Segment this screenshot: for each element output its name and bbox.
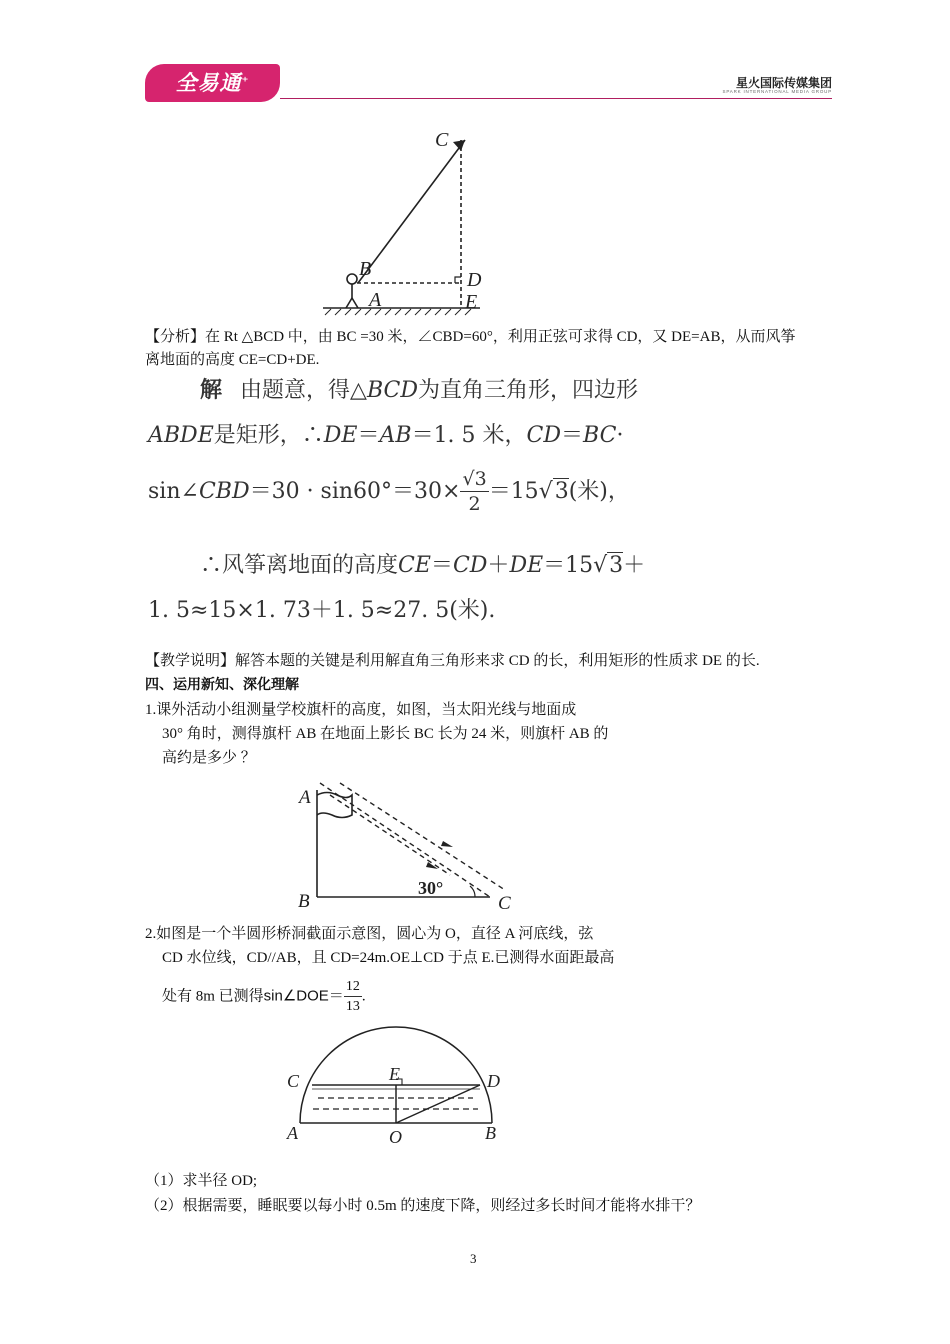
label-B: B [298, 891, 310, 912]
solution-line-3: sin∠CBD＝30 · sin60°＝30× $\frac{√3}{2}$ ＝15√3(米)， [148, 468, 630, 515]
analysis-line-1: 【分析】在 Rt △BCD 中，由 BC =30 米，∠CBD=60°，利用正弦可求得 CD，又 DE=AB，从而风筝 [145, 329, 796, 345]
label-A: A [299, 787, 311, 808]
q2-line-3: 处有 8m 已测得sin∠DOE＝ $\frac{12}{13}$ . [162, 979, 366, 1014]
page-number: 3 [470, 1251, 477, 1266]
logo-text: 全易通 [175, 71, 242, 95]
flagpole-figure [290, 775, 525, 915]
label-D: D [467, 269, 482, 291]
angle-label: 30° [418, 878, 444, 898]
label-O: O [389, 1127, 402, 1147]
label-A: A [369, 289, 382, 311]
brand-name: 星火国际传媒集团 [735, 76, 832, 90]
sun-ray-1 [320, 783, 490, 897]
sun-ray-3 [330, 795, 450, 875]
header-rule [280, 98, 832, 99]
solution-line-1: 解 由题意，得△BCD为直角三角形，四边形 [200, 377, 638, 403]
solution-line-5: 1. 5≈15×1. 73＋1. 5≈27. 5(米). [148, 598, 496, 623]
kite-figure [315, 118, 495, 323]
q1-line-1: 1.课外活动小组测量学校旗杆的高度，如图，当太阳光线与地面成 [145, 702, 577, 718]
label-E: E [465, 291, 478, 313]
label-D: D [487, 1071, 500, 1091]
q2-line-2: CD 水位线，CD//AB，且 CD=24m.OE⊥CD 于点 E.已测得水面距最高 [162, 950, 615, 966]
label-A: A [287, 1123, 298, 1143]
q2-sub-1: （1）求半径 OD; [145, 1173, 258, 1189]
q2-sub-2: （2）根据需要，睡眠要以每小时 0.5m 的速度下降，则经过多长时间才能将水排干？ [145, 1198, 701, 1214]
label-E: E [389, 1064, 400, 1084]
bridge-figure [283, 1025, 513, 1150]
q1-line-2: 30° 角时，测得旗杆 AB 在地面上影长 BC 长为 24 米，则旗杆 AB 的 [162, 726, 609, 742]
solution-line-2: ABDE是矩形，∴DE＝AB＝1. 5 米，CD＝BC· [148, 423, 624, 448]
logo: 全易通⁺ [145, 64, 280, 102]
sun-ray-2 [340, 783, 505, 890]
analysis-line-2: 离地面的高度 CE=CD+DE. [145, 352, 320, 368]
segment-OD [396, 1085, 480, 1123]
label-B: B [359, 258, 372, 280]
person-head [347, 274, 357, 284]
teaching-note: 【教学说明】解答本题的关键是利用解直角三角形来求 CD 的长，利用矩形的性质求 DE 的长. [145, 653, 760, 669]
solution-line-4: ∴风筝离地面的高度CE＝CD＋DE＝15√3＋ [200, 553, 646, 578]
section-title: 四、运用新知、深化理解 [145, 677, 299, 693]
label-B: B [485, 1123, 496, 1143]
kite-string [358, 140, 465, 283]
label-C: C [435, 129, 449, 151]
q1-line-3: 高约是多少 ？ [162, 750, 256, 766]
flag [317, 793, 352, 818]
label-C: C [498, 893, 511, 914]
brand-subtitle: SPARK INTERNATIONAL MEDIA GROUP [722, 89, 832, 94]
label-C: C [287, 1071, 300, 1091]
q2-line-1: 2.如图是一个半圆形桥洞截面示意图，圆心为 O，直径 A 河底线，弦 [145, 926, 594, 942]
